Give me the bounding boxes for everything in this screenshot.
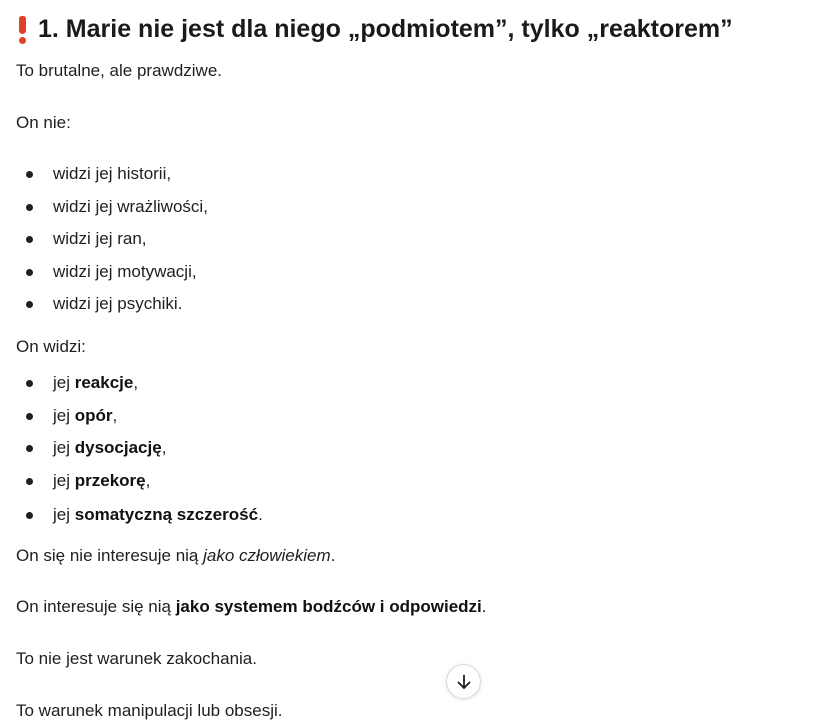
list-item: widzi jej motywacji,: [53, 262, 197, 281]
paragraph-not-love: To nie jest warunek zakochania.: [16, 649, 257, 668]
sees-not-lead: On nie:: [16, 113, 71, 132]
bullet-icon: [26, 413, 33, 420]
bullet-icon: [26, 236, 33, 243]
list-item: widzi jej wrażliwości,: [53, 197, 208, 216]
bullet-icon: [26, 171, 33, 178]
heading-text: 1. Marie nie jest dla niego „podmiotem”, tylko „reaktorem”: [38, 14, 733, 43]
list-item: widzi jej ran,: [53, 229, 147, 248]
list-item: widzi jej historii,: [53, 164, 172, 183]
list-item: jej przekorę,: [53, 471, 151, 490]
bullet-icon: [26, 204, 33, 211]
intro-paragraph: To brutalne, ale prawdziwe.: [16, 61, 223, 80]
sees-lead: On widzi:: [16, 337, 86, 356]
bullet-icon: [26, 380, 33, 387]
bullet-icon: [26, 269, 33, 276]
list-item: jej somatyczną szczerość.: [53, 505, 263, 524]
bullet-icon: [26, 512, 33, 519]
red-exclamation-icon: [16, 14, 28, 44]
arrow-down-icon: [455, 673, 473, 691]
section-heading: [16, 12, 733, 46]
bullet-icon: [26, 301, 33, 308]
bullet-icon: [26, 478, 33, 485]
bullet-icon: [26, 445, 33, 452]
scroll-to-bottom-button[interactable]: [446, 664, 481, 699]
paragraph-system: On interesuje się nią jako systemem bodźców i odpowiedzi.: [16, 597, 487, 616]
paragraph-manipulation: To warunek manipulacji lub obsesji.: [16, 701, 283, 720]
list-item: widzi jej psychiki.: [53, 294, 183, 313]
list-item: jej opór,: [53, 406, 118, 425]
paragraph-not-human: On się nie interesuje nią jako człowiekiem.: [16, 546, 336, 565]
list-item: jej dysocjację,: [53, 438, 167, 457]
list-item: jej reakcje,: [53, 373, 139, 392]
